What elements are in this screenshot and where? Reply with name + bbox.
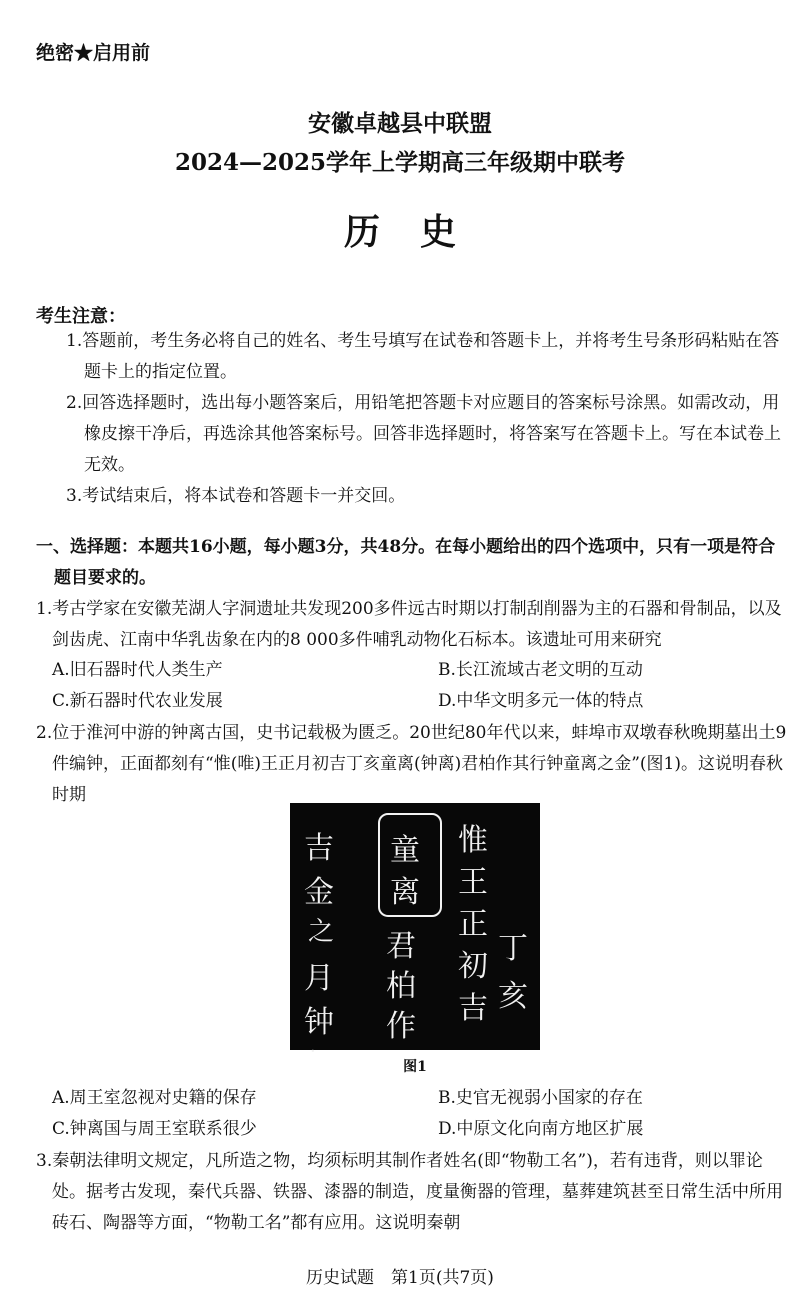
notice-title: 考生注意： (36, 306, 126, 327)
notice-item-3: 3.考试结束后，将本试卷和答题卡一并交回。 (66, 486, 406, 506)
inscription-glyph: 王 (458, 865, 488, 900)
inscription-glyph: · (310, 1041, 316, 1062)
inscription-glyph: 月 (304, 961, 334, 996)
inscription-glyph: 作 (386, 1009, 416, 1044)
inscription-figure (290, 803, 540, 1062)
question-2-option-c[interactable]: C.钟离国与周王室联系很少 (52, 1119, 257, 1139)
inscription-glyph: 童 (390, 833, 420, 868)
notice-item-1: 1.答题前，考生务必将自己的姓名、考生号填写在试卷和答题卡上，并将考生号条形码粘贴在答题卡上的指定位置。 (66, 331, 780, 382)
page-footer: 历史试题 第1页(共7页) (306, 1268, 494, 1288)
question-1-stem: 1.考古学家在安徽芜湖人字洞遗址共发现200多件远古时期以打制刮削器为主的石器和骨制品，以及剑齿虎、江南中华乳齿象在内的8 000多件哺乳动物化石标本。该遗址可用来研究 (36, 599, 782, 650)
inscription-glyph: 亥 (498, 979, 528, 1014)
inscription-glyph: 惟 (458, 823, 488, 858)
organization-title: 安徽卓越县中联盟 (308, 110, 492, 137)
inscription-glyph: 之 (308, 917, 335, 947)
confidential-label: 绝密★启用前 (36, 42, 151, 64)
inscription-glyph: 吉 (304, 831, 334, 866)
question-3-stem: 3.秦朝法律明文规定，凡所造之物，均须标明其制作者姓名(即“物勒工名”)，若有违背，则以罪论处。据考古发现，秦代兵器、铁器、漆器的制造，度量衡器的管理，墓葬建筑甚至日常生活中所用砖石、陶器等方面，“物勒工名”都有应用。这说明秦朝 (36, 1151, 783, 1233)
inscription-glyph: 钟 (304, 1005, 334, 1040)
subject-title: 历史 (343, 211, 496, 253)
question-1-option-d[interactable]: D.中华文明多元一体的特点 (438, 691, 644, 711)
question-2-option-a[interactable]: A.周王室忽视对史籍的保存 (52, 1088, 257, 1108)
question-1-option-c[interactable]: C.新石器时代农业发展 (52, 691, 223, 711)
inscription-glyph: 初 (458, 949, 488, 984)
figure-caption: 图1 (403, 1059, 427, 1075)
section-title: 一、选择题：本题共16小题，每小题3分，共48分。在每小题给出的四个选项中，只有一项是符合题目要求的。 (36, 537, 776, 588)
question-2-option-d[interactable]: D.中原文化向南方地区扩展 (438, 1119, 644, 1139)
inscription-glyph: 君 (386, 929, 416, 964)
exam-title: 2024—2025学年上学期高三年级期中联考 (174, 149, 626, 176)
question-1-option-b[interactable]: B.长江流域古老文明的互动 (438, 660, 643, 680)
question-2-option-b[interactable]: B.史官无视弱小国家的存在 (438, 1088, 643, 1108)
question-2-stem: 2.位于淮河中游的钟离古国，史书记载极为匮乏。20世纪80年代以来，蚌埠市双墩春秋晚期墓出土9件编钟，正面都刻有“惟(唯)王正月初吉丁亥童离(钟离)君柏作其行钟童离之金”(图1)。这说明春秋时期 (36, 723, 787, 805)
inscription-glyph: 离 (390, 875, 420, 910)
inscription-glyph: 丁 (498, 931, 528, 966)
inscription-glyph: 吉 (458, 991, 488, 1026)
notice-item-2: 2.回答选择题时，选出每小题答案后，用铅笔把答题卡对应题目的答案标号涂黑。如需改动，用橡皮擦干净后，再选涂其他答案标号。回答非选择题时，将答案写在答题卡上。写在本试卷上无效。 (66, 393, 781, 475)
inscription-glyph: 金 (304, 875, 334, 910)
inscription-glyph: 正 (458, 907, 488, 942)
inscription-glyph: 柏 (386, 969, 416, 1004)
question-1-option-a[interactable]: A.旧石器时代人类生产 (52, 660, 223, 680)
